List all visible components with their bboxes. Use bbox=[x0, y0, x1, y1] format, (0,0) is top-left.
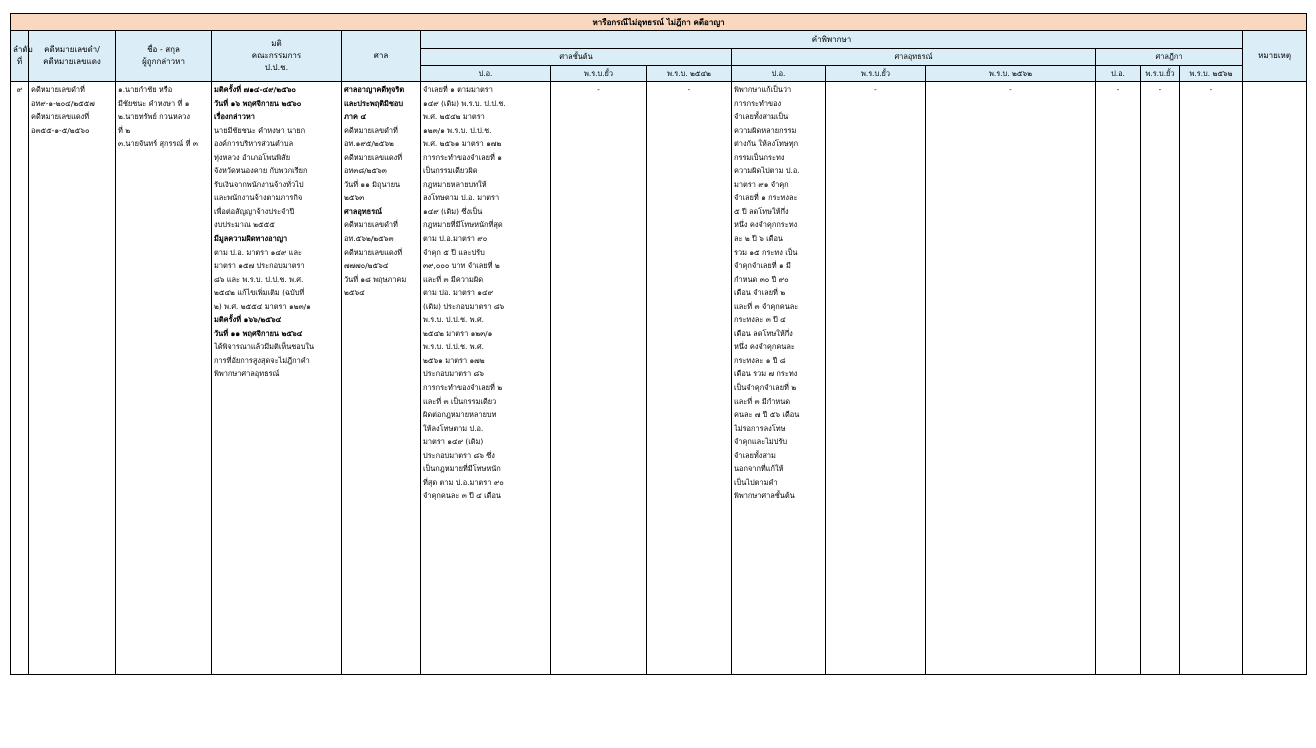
cell-appeal-pa bbox=[732, 82, 826, 675]
resolution-heading-3: เรื่องกล่าวหา bbox=[214, 112, 255, 122]
subheader-first-pr-old: พ.ร.บ.ยั้ว bbox=[551, 66, 647, 82]
table-row bbox=[11, 82, 1307, 675]
cell-case-no bbox=[29, 82, 116, 675]
subheader-sup-pa: ป.อ. bbox=[1096, 66, 1141, 82]
case-sheet bbox=[10, 13, 1306, 675]
header-seq: ลำดับที่ bbox=[11, 31, 29, 82]
subheader-appeal-pr-2562: พ.ร.บ. ๒๕๖๒ bbox=[926, 66, 1096, 82]
resolution-body-2: ตาม ป.อ. มาตรา ๑๔๙ และ มาตรา ๑๕๗ ประกอบมาตรา ๘๖ และ พ.ร.บ. ป.ป.ช. พ.ศ. ๒๕๔๒ แก้ไขเพิ่มเติม (ฉบับที่ ๒) พ.ศ. ๒๕๕๔ มาตรา ๑๒๓/๑ bbox=[214, 247, 311, 311]
resolution-heading-2: วันที่ ๑๖ พฤศจิกายน ๒๕๖๐ bbox=[214, 98, 302, 108]
court-body-2: คดีหมายเลขดำที่ อท.๕๖๒/๒๕๖๓ คดีหมายเลขแดงที่ ๗๗๗๐/๒๕๖๔ วันที่ ๑๘ พฤษภาคม ๒๕๖๔ bbox=[344, 220, 407, 298]
cell-seq bbox=[11, 82, 29, 675]
cell-sup-pa bbox=[1096, 82, 1141, 675]
cell-first-pa bbox=[421, 82, 551, 675]
resolution-heading-1: มติครั้งที่ ๗๑๔-๔๙/๒๕๖๐ bbox=[214, 85, 296, 94]
name-text: ๑.นายกำชัย หรือ มีชัยชนะ คำหงษา ที่ ๑ ๒.นายทรัพย์ กวนหลวง ที่ ๒ ๓.นายจันทร์ สุกรรณ์ ที่ ๓ bbox=[118, 85, 198, 149]
cell-appeal-pr-old bbox=[826, 82, 926, 675]
cell-first-pr-2542 bbox=[647, 82, 732, 675]
first-pr-2542-text: - bbox=[687, 85, 691, 94]
subheader-appeal-pr-old: พ.ร.บ.ยั้ว bbox=[826, 66, 926, 82]
header-supreme-court: ศาลฎีกา bbox=[1096, 49, 1243, 66]
sup-pr-old-text: - bbox=[1158, 85, 1162, 94]
cell-name bbox=[116, 82, 212, 675]
header-name: ชื่อ - สกุล ผู้ถูกกล่าวหา bbox=[116, 31, 212, 82]
header-remark: หมายเหตุ bbox=[1243, 31, 1307, 82]
header-first-court: ศาลชั้นต้น bbox=[421, 49, 732, 66]
court-heading-1: ศาลอาญาคดีทุจริต และประพฤติมิชอบ ภาค ๔ bbox=[344, 85, 405, 122]
header-judgment: คำพิพากษา bbox=[421, 31, 1243, 49]
table-banner: หารือกรณีไม่อุทธรณ์ ไม่ฎีกา คดีอาญา bbox=[11, 14, 1307, 31]
cell-remark bbox=[1243, 82, 1307, 675]
header-appeal-court: ศาลอุทธรณ์ bbox=[732, 49, 1096, 66]
sup-pa-text: - bbox=[1116, 85, 1120, 94]
subheader-first-pa: ป.อ. bbox=[421, 66, 551, 82]
cell-court bbox=[342, 82, 421, 675]
first-pr-old-text: - bbox=[597, 85, 600, 94]
appeal-pr-2562-text: - bbox=[1009, 85, 1012, 94]
header-court: ศาล bbox=[342, 31, 421, 82]
header-case-no: คดีหมายเลขดำ/ คดีหมายเลขแดง bbox=[29, 31, 116, 82]
court-body-1: คดีหมายเลขดำที่ อท.๑๙๕/๒๕๖๒ คดีหมายเลขแดงที่ อท๓๘/๒๕๖๓ วันที่ ๑๑ มิถุนายน ๒๕๖๓ bbox=[344, 125, 403, 203]
subheader-appeal-pa: ป.อ. bbox=[732, 66, 826, 82]
appeal-pa-text: พิพากษาแก้เป็นว่า การกระทำของ จำเลยทั้งสามเป็น ความผิดหลายกรรม ต่างกัน ให้ลงโทษทุก กรรมเป็นกระทง ความผิดไปตาม ป.อ. มาตรา ๙๑ จำคุก จำเลยที่ ๑ กระทงละ ๕ ปี ลดโทษให้กึ่ง หนึ่ง คงจำคุกกระทง ละ ๒ ปี ๖ เดือน รวม ๑๕ กระทง เป็น จำคุกจำเลยที่ ๑ มี กำหนด ๓๐ ปี ๙๐ เดือน จำเลยที่ ๒ และที่ ๓ จำคุกคนละ กระทงละ ๓ ปี ๔ เดือน ลดโทษให้กึ่ง หนึ่ง คงจำคุกคนละ กระทงละ ๑ ปี ๘ เดือน รวม ๗ กระทง เป็นจำคุกจำเลยที่ ๒ และที่ ๓ มีกำหนด คนละ ๗ ปี ๕๖ เดือน ไม่รอการลงโทษ จำคุกและไม่ปรับ จำเลยทั้งสาม นอกจากที่แก้ให้ เป็นไปตามคำ พิพากษาศาลชั้นต้น bbox=[734, 85, 800, 501]
case-no-text: คดีหมายเลขดำที่ อท๙-๑-๒๐๔/๒๕๕๗ คดีหมายเลขแดงที่ อ๓๕๕-๑-๕/๒๕๖๐ bbox=[31, 85, 95, 135]
cell-resolution bbox=[212, 82, 342, 675]
cell-appeal-pr-2562 bbox=[926, 82, 1096, 675]
cell-sup-pr-old bbox=[1141, 82, 1180, 675]
subheader-first-pr-2542: พ.ร.บ. ๒๕๔๒ bbox=[647, 66, 732, 82]
resolution-heading-6: วันที่ ๑๑ พฤศจิกายน ๒๕๖๔ bbox=[214, 328, 303, 338]
court-heading-2: ศาลอุทธรณ์ bbox=[344, 206, 383, 216]
case-table bbox=[10, 13, 1307, 675]
resolution-heading-5: มติครั้งที่ ๑๖๖/๒๕๖๔ bbox=[214, 315, 282, 325]
seq-text: ๙ bbox=[16, 85, 23, 94]
resolution-heading-4: มีมูลความผิดทางอาญา bbox=[214, 234, 288, 244]
appeal-pr-old-text: - bbox=[874, 85, 877, 94]
cell-sup-pr-2562 bbox=[1180, 82, 1243, 675]
cell-first-pr-old bbox=[551, 82, 647, 675]
resolution-body-3: ได้พิจารณาแล้วมีมติเห็นชอบใน การที่อัยการสูงสุดจะไม่ฎีกาคำ พิพากษาศาลอุทธรณ์ bbox=[214, 342, 315, 379]
sup-pr-2562-text: - bbox=[1209, 85, 1213, 94]
subheader-sup-pr-2562: พ.ร.บ. ๒๕๖๒ bbox=[1180, 66, 1243, 82]
header-resolution: มติ คณะกรรมการ ป.ป.ช. bbox=[212, 31, 342, 82]
subheader-sup-pr-old: พ.ร.บ.ยั้ว bbox=[1141, 66, 1180, 82]
resolution-body-1: นายมีชัยชนะ คำหงษา นายก องค์การบริหารส่วนตำบล ทุ่งหลวง อำเภอโพนพิสัย จังหวัดหนองคาย กับพวกเรียก รับเงินจากพนักงานจ้างทั่วไป และพนักงานจ้างตามภารกิจ เพื่อต่อสัญญาจ้างประจำปี งบประมาณ ๒๕๕๕ bbox=[214, 125, 308, 230]
first-pa-text: จำเลยที่ ๑ ตามมาตรา ๑๔๙ (เดิม) พ.ร.บ. ป.ป.ช. พ.ศ. ๒๕๔๒ มาตรา ๑๒๓/๑ พ.ร.บ. ป.ป.ช. พ.ศ. ๒๕๖๑ มาตรา ๑๗๒ การกระทำของจำเลยที่ ๑ เป็นกรรมเดียวผิด กฎหมายหลายบทให้ ลงโทษตาม ป.อ. มาตรา ๑๔๙ (เดิม) ซึ่งเป็น กฎหมายที่มีโทษหนักที่สุด ตาม ป.อ.มาตรา ๙๐ จำคุก ๕ ปี และปรับ ๓๙,๐๐๐ บาท จำเลยที่ ๒ และที่ ๓ มีความผิด ตาม ปอ. มาตรา ๑๔๙ (เดิม) ประกอบมาตรา ๘๖ พ.ร.บ. ป.ป.ช. พ.ศ. ๒๕๔๒ มาตรา ๑๒๓/๑ พ.ร.บ. ป.ป.ช. พ.ศ. ๒๕๖๑ มาตรา ๑๗๒ ประกอบมาตรา ๘๖ การกระทำของจำเลยที่ ๒ และที่ ๓ เป็นกรรมเดียว ผิดต่อกฎหมายหลายบท ให้ลงโทษตาม ป.อ. มาตรา ๑๔๙ (เดิม) ประกอบมาตรา ๘๖ ซึ่ง เป็นกฎหมายที่มีโทษหนัก ที่สุด ตาม ป.อ.มาตรา ๙๐ จำคุกคนละ ๓ ปี ๔ เดือน bbox=[423, 85, 506, 501]
